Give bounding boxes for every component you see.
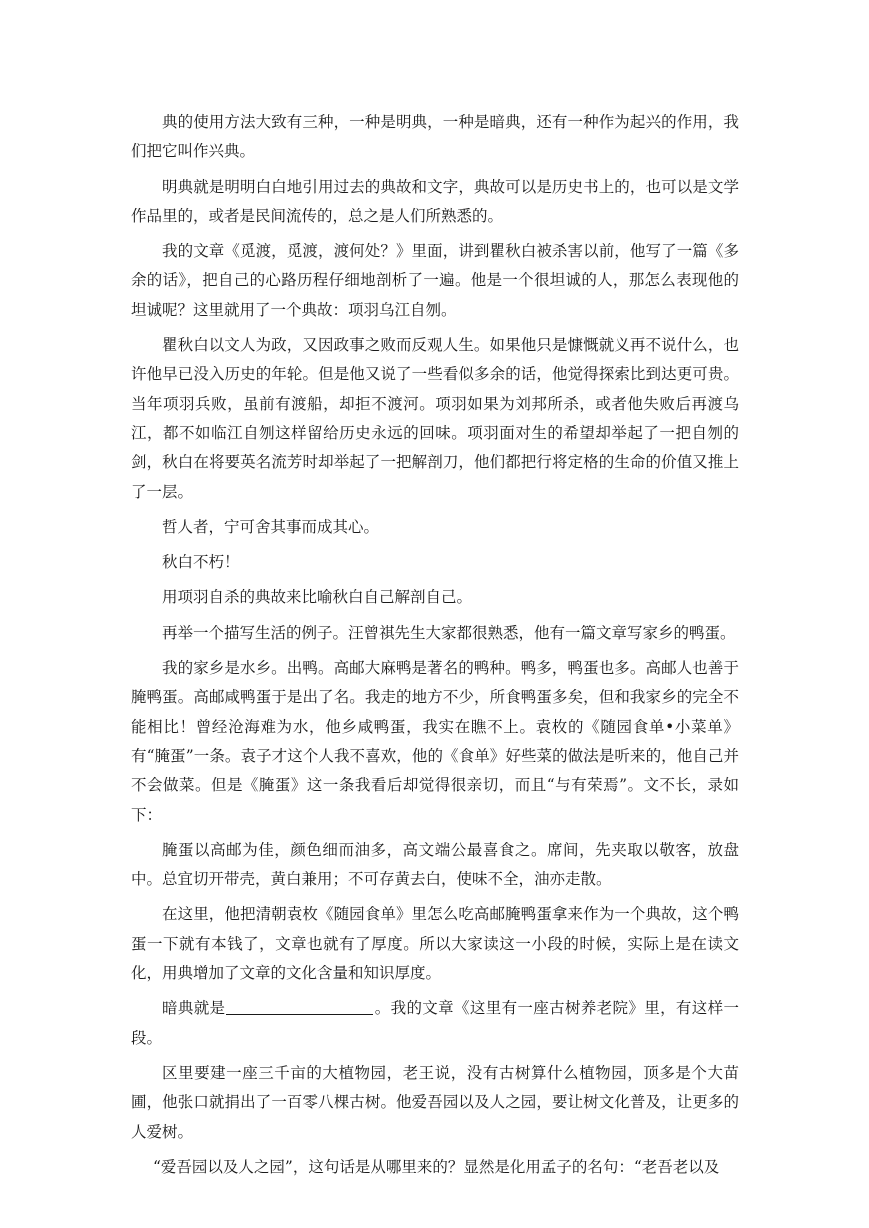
fill-in-blank[interactable] bbox=[226, 998, 373, 1015]
paragraph-5: 哲人者，宁可舍其事而成其心。 bbox=[162, 517, 380, 536]
paragraph-11: 在这里，他把清朝袁枚《随园食单》里怎么吃高邮腌鸭蛋拿来作为一个典故，这个鸭蛋一下就有本钱了，文章也就有了厚度。所以大家读这一小段的时候，实际上是在读文化，用典增加了文章的文化含量和知识厚度。 bbox=[131, 905, 739, 983]
paragraph-4: 瞿秋白以文人为政，又因政事之败而反观人生。如果他只是慷慨就义再不说什么，也许他早已没入历史的年轮。但是他又说了一些看似多余的话，他觉得探索比到达更可贵。当年项羽兵败，虽前有渡船，却拒不渡河。项羽如果为刘邦所杀，或者他失败后再渡乌江，都不如临江自刎这样留给历史永远的回味。项羽面对生的希望却举起了一把自刎的剑，秋白在将要英名流芳时却举起了一把解剖刀，他们都把行将定格的生命的价值又推上了一层。 bbox=[131, 336, 739, 501]
paragraph-14: “爱吾园以及人之园”，这句话是从哪里来的？显然是化用孟子的名句：“老吾老以及 bbox=[153, 1157, 720, 1176]
paragraph-1: 典的使用方法大致有三种，一种是明典，一种是暗典，还有一种作为起兴的作用，我们把它叫作兴典。 bbox=[131, 113, 739, 161]
paragraph-13: 区里要建一座三千亩的大植物园，老王说，没有古树算什么植物园，顶多是个大苗圃，他张口就捐出了一百零八棵古树。他爱吾园以及人之园，要让树文化普及，让更多的人爱树。 bbox=[131, 1063, 739, 1141]
paragraph-3: 我的文章《觅渡，觅渡，渡何处？》里面，讲到瞿秋白被杀害以前，他写了一篇《多余的话》，把自己的心路历程仔细地剖析了一遍。他是一个很坦诚的人，那怎么表现他的坦诚呢？这里就用了一个典故：项羽乌江自刎。 bbox=[131, 242, 739, 319]
paragraph-6: 秋白不朽！ bbox=[162, 553, 240, 572]
document-body bbox=[131, 108, 739, 1188]
paragraph-10: 腌蛋以高邮为佳，颜色细而油多，高文端公最喜食之。席间，先夹取以敬客，放盘中。总宜切开带壳，黄白兼用；不可存黄去白，使味不全，油亦走散。 bbox=[131, 840, 739, 889]
paragraph-9: 我的家乡是水乡。出鸭。高邮大麻鸭是著名的鸭种。鸭多，鸭蛋也多。高邮人也善于腌鸭蛋。高邮咸鸭蛋于是出了名。我走的地方不少，所食鸭蛋多矣，但和我家乡的完全不能相比！曾经沧海难为水，他乡咸鸭蛋，我实在瞧不上。袁枚的《随园食单•小菜单》有“腌蛋”一条。袁子才这个人我不喜欢，他的《食单》好些菜的做法是听来的，他自己并不会做菜。但是《腌蛋》这一条我看后却觉得很亲切，而且“与有荣焉”。文不长，录如下： bbox=[131, 659, 739, 824]
blank-after-text: 。我的文章《这里有一座古树养老院》里，有这样一段。 bbox=[131, 999, 739, 1047]
blank-before-text: 暗典就是 bbox=[162, 999, 226, 1018]
paragraph-12-with-blank bbox=[131, 994, 739, 1053]
paragraph-8: 再举一个描写生活的例子。汪曾祺先生大家都很熟悉，他有一篇文章写家乡的鸭蛋。 bbox=[162, 623, 736, 642]
paragraph-7: 用项羽自杀的典故来比喻秋白自己解剖自己。 bbox=[162, 588, 473, 607]
paragraph-2: 明典就是明明白白地引用过去的典故和文字，典故可以是历史书上的，也可以是文学作品里的，或者是民间流传的，总之是人们所熟悉的。 bbox=[131, 177, 739, 225]
